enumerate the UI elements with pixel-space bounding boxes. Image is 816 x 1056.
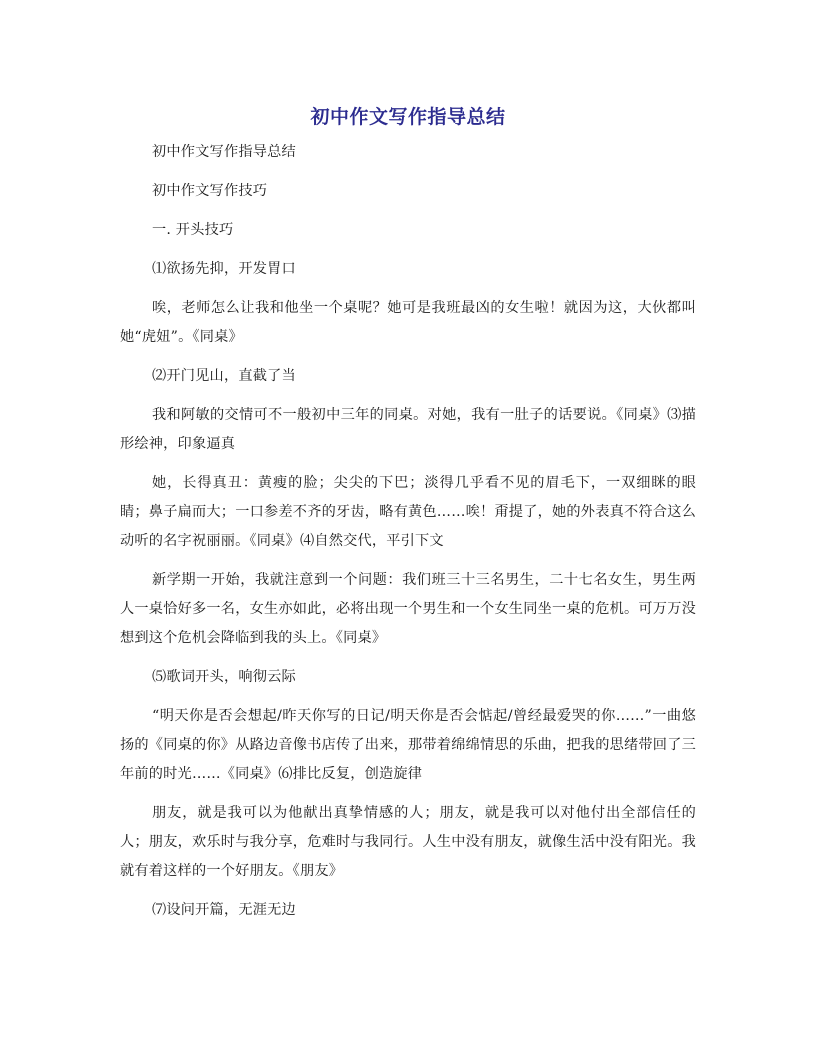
paragraph-subheading: 初中作文写作技巧: [152, 183, 268, 199]
paragraph-technique-1: ⑴欲扬先抑，开发胃口: [152, 261, 296, 277]
paragraph-example-2: 我和阿敏的交情可不一般初中三年的同桌。对她，我有一肚子的话要说。《同桌》⑶描形绘神，印象逼真: [120, 407, 696, 452]
document-body: [120, 138, 696, 935]
paragraph-example-5: “明天你是否会想起/昨天你写的日记/明天你是否会惦起/曾经最爱哭的你……”一曲悠扬的《同桌的你》从路边音像书店传了出来，那带着绵绵情思的乐曲，把我的思绪带回了三年前的时光……《同桌》⑹排比反复，创造旋律: [120, 708, 696, 782]
paragraph-technique-2: ⑵开门见山，直截了当: [152, 368, 296, 384]
paragraph-technique-5: ⑸歌词开头，响彻云际: [152, 669, 296, 685]
paragraph-technique-7: ⑺设问开篇，无涯无边: [152, 902, 296, 918]
paragraph-example-3: 她，长得真丑：黄瘦的脸；尖尖的下巴；淡得几乎看不见的眉毛下，一双细眯的眼睛；鼻子扁而大；一口参差不齐的牙齿，略有黄色……唉！甭提了，她的外表真不符合这么动听的名字祝丽丽。《同桌》⑷自然交代，平引下文: [120, 475, 696, 549]
document-title: 初中作文写作指导总结: [310, 106, 506, 128]
paragraph-example-4: 新学期一开始，我就注意到一个问题：我们班三十三名男生，二十七名女生，男生两人一桌恰好多一名，女生亦如此，必将出现一个男生和一个女生同坐一桌的危机。可万万没想到这个危机会降临到我的头上。《同桌》: [120, 572, 696, 646]
paragraph-example-6: 朋友，就是我可以为他献出真挚情感的人；朋友，就是我可以对他付出全部信任的人；朋友，欢乐时与我分享，危难时与我同行。人生中没有朋友，就像生活中没有阳光。我就有着这样的一个好朋友。《朋友》: [120, 805, 696, 879]
paragraph-section-title: 一. 开头技巧: [152, 222, 234, 238]
paragraph-heading: 初中作文写作指导总结: [152, 144, 296, 160]
paragraph-example-1: 唉，老师怎么让我和他坐一个桌呢？她可是我班最凶的女生啦！就因为这，大伙都叫她“虎妞”。《同桌》: [120, 300, 696, 345]
